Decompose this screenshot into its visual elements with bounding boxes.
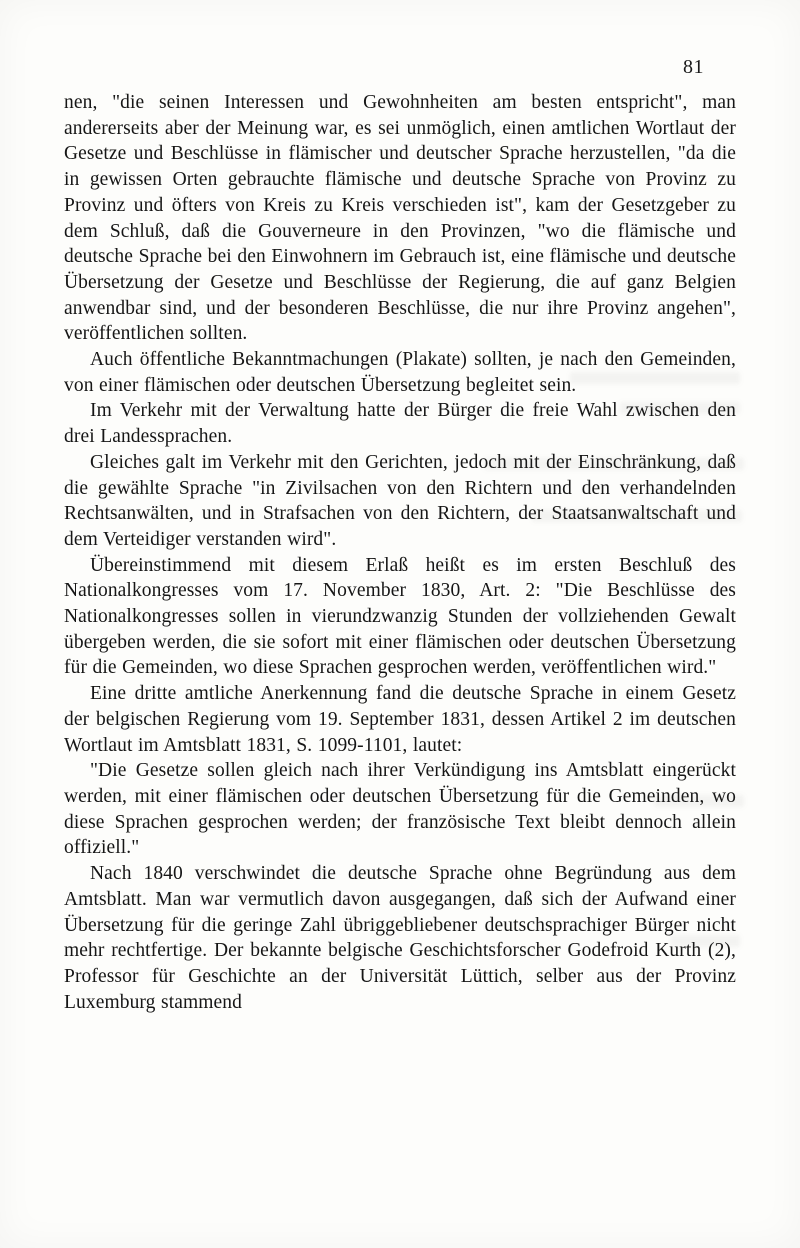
paragraph: Übereinstimmend mit diesem Erlaß heißt es im ersten Beschluß des Nationalkongresses vom 17. November 1830, Art. 2: "Die Beschlüsse des Nationalkongresses sollen in vierundzwanzig Stunden der vollziehenden Gewalt übergeben werden, die sie sofort mit einer flämischen oder deutschen Übersetzung für die Gemeinden, wo diese Sprachen gesprochen werden, veröffentlichen wird." — [64, 554, 736, 679]
paragraph: Nach 1840 verschwindet die deutsche Sprache ohne Begründung aus dem Amtsblatt. Man war vermutlich davon ausgegangen, daß sich der Aufwand einer Übersetzung für die geringe Zahl übriggebliebener deutschsprachiger Bürger nicht mehr rechtfertige. Der bekannte belgische Geschichtsforscher Godefroid Kurth (2), Professor für Geschichte an der Universität Lüttich, selber aus der Provinz Luxemburg stammend — [64, 863, 736, 1013]
paragraph: Auch öffentliche Bekanntmachungen (Plakate) sollten, je nach den Gemeinden, von einer flämischen oder deutschen Übersetzung begleitet sein. — [64, 349, 736, 396]
paragraph: nen, "die seinen Interessen und Gewohnheiten am besten entspricht", man andererseits aber der Meinung war, es sei unmöglich, einen amtlichen Wortlaut der Gesetze und Beschlüsse in flämischer und deutscher Sprache herzustellen, "da die in gewissen Orten gebrauchte flämische und deutsche Sprache von Provinz zu Provinz und öfters von Kreis zu Kreis verschieden ist", kam der Gesetzgeber zu dem Schluß, daß die Gouverneure in den Provinzen, "wo die flämische und deutsche Sprache bei den Einwohnern im Gebrauch ist, eine flämische und deutsche Übersetzung der Gesetze und Beschlüsse der Regierung, die auf ganz Belgien anwendbar sind, und der besonderen Beschlüsse, die nur ihre Provinz angehen", veröffentlichen sollten. — [64, 92, 736, 345]
paragraph: "Die Gesetze sollen gleich nach ihrer Verkündigung ins Amtsblatt eingerückt werden, mit einer flämischen oder deutschen Übersetzung für die Gemeinden, wo diese Sprachen gesprochen werden; der französische Text bleibt dennoch allein offiziell." — [64, 760, 736, 859]
page-text-block — [64, 90, 736, 1015]
paragraph: Eine dritte amtliche Anerkennung fand die deutsche Sprache in einem Gesetz der belgischen Regierung vom 19. September 1831, dessen Artikel 2 im deutschen Wortlaut im Amtsblatt 1831, S. 1099-1101, lautet: — [64, 683, 736, 756]
paragraph: Gleiches galt im Verkehr mit den Gerichten, jedoch mit der Einschränkung, daß die gewählte Sprache "in Zivilsachen von den Richtern und den verhandelnden Rechtsanwälten, und in Strafsachen von den Richtern, der Staatsanwaltschaft und dem Verteidiger verstanden wird". — [64, 451, 736, 550]
paragraph: Im Verkehr mit der Verwaltung hatte der Bürger die freie Wahl zwischen den drei Landessprachen. — [64, 400, 736, 448]
page-number: 81 — [683, 56, 704, 78]
